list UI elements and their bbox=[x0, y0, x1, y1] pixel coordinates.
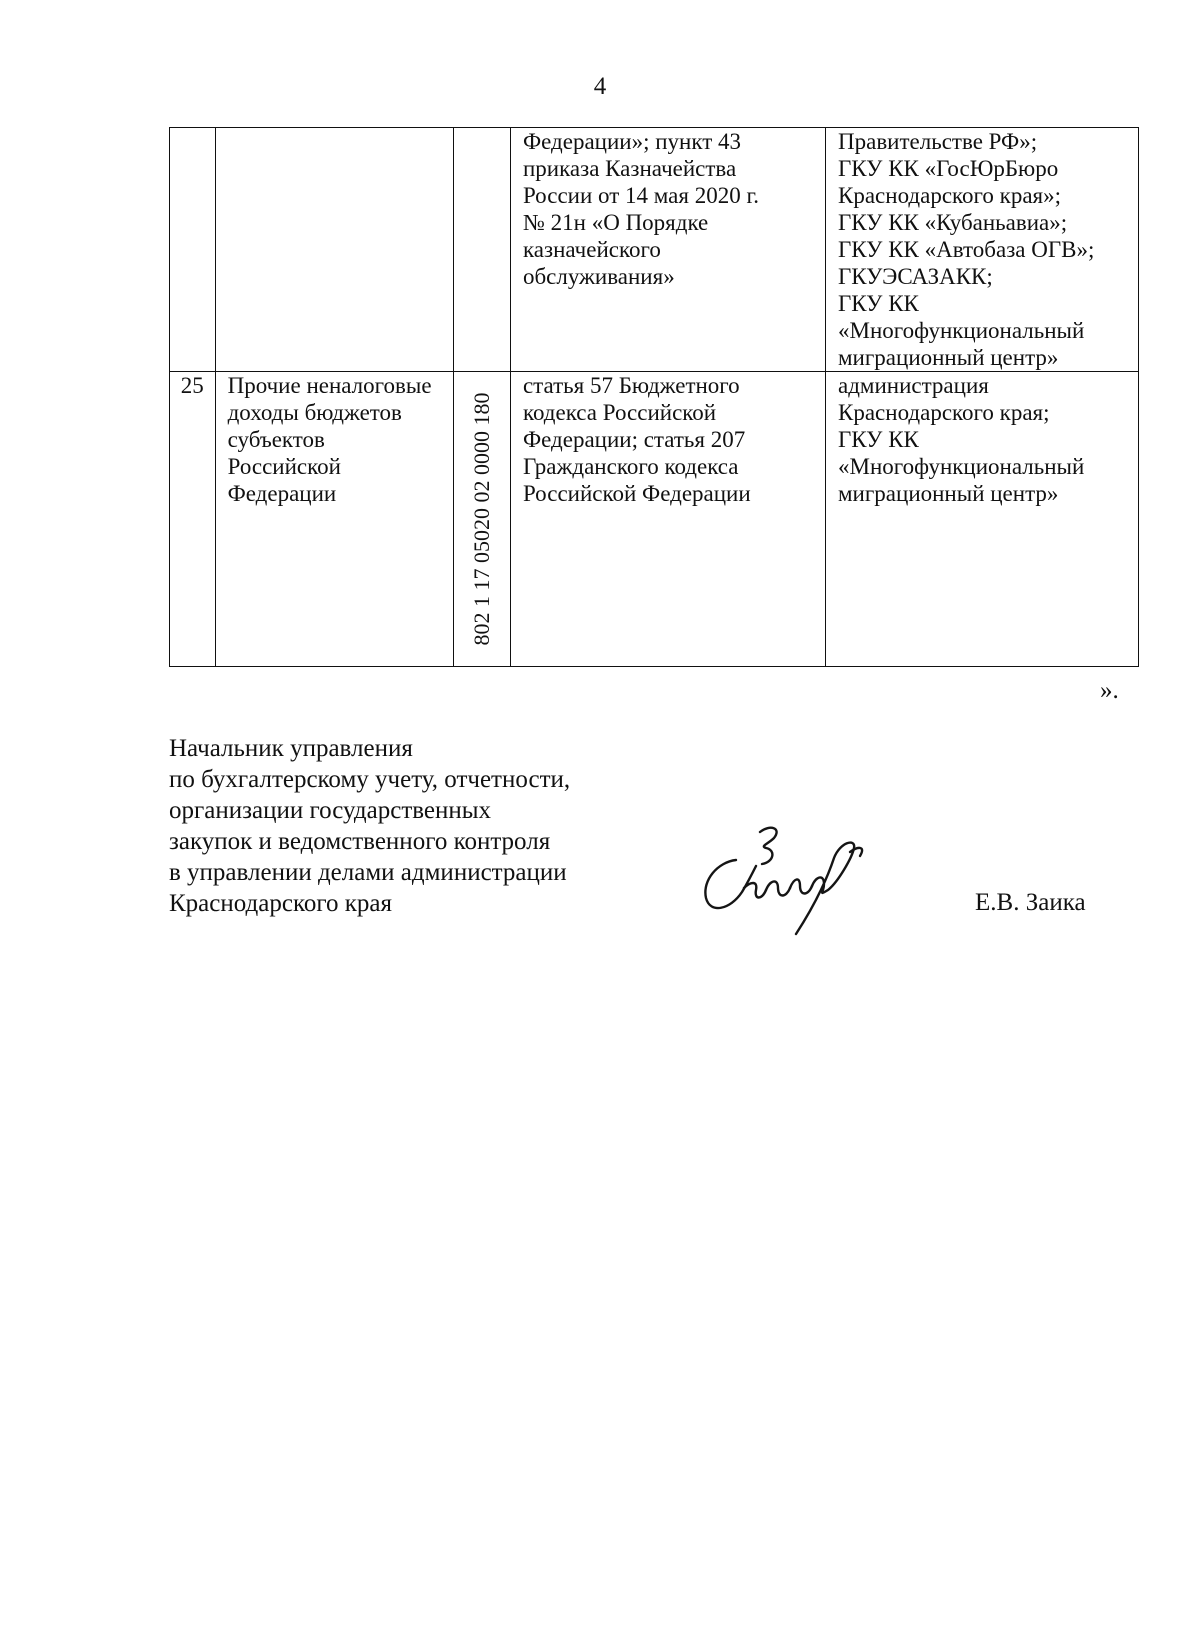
administrator-line: ГКУ КК «Кубаньавиа»; bbox=[838, 210, 1068, 235]
legal-basis-line: обслуживания» bbox=[522, 264, 675, 289]
revenue-name-line: Прочие неналоговые bbox=[227, 373, 432, 398]
revenue-code-cell bbox=[453, 372, 510, 667]
legal-basis-line: № 21н «О Порядке bbox=[522, 210, 709, 235]
administrator-line: Краснодарского края»; bbox=[838, 183, 1061, 208]
administrator-line: Правительстве РФ»; bbox=[838, 129, 1038, 154]
revenue-name-line: Российской bbox=[227, 454, 341, 479]
revenue-code: 802 1 17 05020 02 0000 180 bbox=[468, 392, 494, 646]
administrator-cell bbox=[826, 372, 1139, 667]
row-number-cell bbox=[170, 128, 216, 372]
signer-position-line: закупок и ведомственного контроля bbox=[169, 828, 551, 855]
legal-basis-line: кодекса Российской bbox=[522, 400, 717, 425]
signer-position-line: в управлении делами администрации bbox=[169, 859, 567, 886]
administrator-line: ГКУ КК «Автобаза ОГВ»; bbox=[838, 237, 1095, 262]
legal-basis-line: Федерации»; пункт 43 bbox=[522, 129, 742, 154]
row-number: 25 bbox=[180, 373, 204, 398]
legal-basis-line: статья 57 Бюджетного bbox=[522, 373, 740, 398]
legal-basis-line: Гражданского кодекса bbox=[522, 454, 739, 479]
legal-basis-cell bbox=[510, 128, 825, 372]
administrator-line: «Многофункциональный bbox=[838, 454, 1085, 479]
legal-basis-line: казначейского bbox=[522, 237, 661, 262]
administrator-line: Краснодарского края; bbox=[838, 400, 1050, 425]
page-number: 4 bbox=[593, 73, 607, 100]
administrator-line: ГКУ КК bbox=[838, 291, 919, 316]
administrator-line: «Многофункциональный bbox=[838, 318, 1085, 343]
signer-position bbox=[169, 733, 570, 919]
table-row bbox=[170, 128, 1139, 372]
revenue-table bbox=[169, 127, 1139, 667]
signer-position-line: организации государственных bbox=[169, 797, 492, 824]
revenue-name-line: Федерации bbox=[227, 481, 337, 506]
handwritten-signature bbox=[700, 822, 900, 942]
administrator-line: миграционный центр» bbox=[838, 481, 1059, 506]
table-row bbox=[170, 372, 1139, 667]
revenue-name-cell bbox=[215, 128, 453, 372]
legal-basis-line: Российской Федерации bbox=[522, 481, 751, 506]
administrator-line: ГКУ КК bbox=[838, 427, 919, 452]
administrator-cell bbox=[826, 128, 1139, 372]
signer-position-line: по бухгалтерскому учету, отчетности, bbox=[169, 766, 571, 793]
administrator-line: миграционный центр» bbox=[838, 345, 1059, 370]
legal-basis-cell bbox=[510, 372, 825, 667]
revenue-code-cell bbox=[453, 128, 510, 372]
administrator-line: ГКУЭСАЗАКК; bbox=[838, 264, 993, 289]
signer-name: Е.В. Заика bbox=[975, 889, 1086, 916]
legal-basis-line: приказа Казначейства bbox=[522, 156, 737, 181]
administrator-line: администрация bbox=[838, 373, 989, 398]
legal-basis-line: России от 14 мая 2020 г. bbox=[522, 183, 760, 208]
revenue-name-line: доходы бюджетов bbox=[227, 400, 402, 425]
signer-position-line: Начальник управления bbox=[169, 735, 413, 762]
signer-position-line: Краснодарского края bbox=[169, 890, 392, 917]
legal-basis-line: Федерации; статья 207 bbox=[522, 427, 746, 452]
closing-quote: ». bbox=[1100, 677, 1119, 704]
administrator-line: ГКУ КК «ГосЮрБюро bbox=[838, 156, 1059, 181]
revenue-name-line: субъектов bbox=[227, 427, 325, 452]
revenue-name-cell bbox=[215, 372, 453, 667]
row-number-cell bbox=[170, 372, 216, 667]
